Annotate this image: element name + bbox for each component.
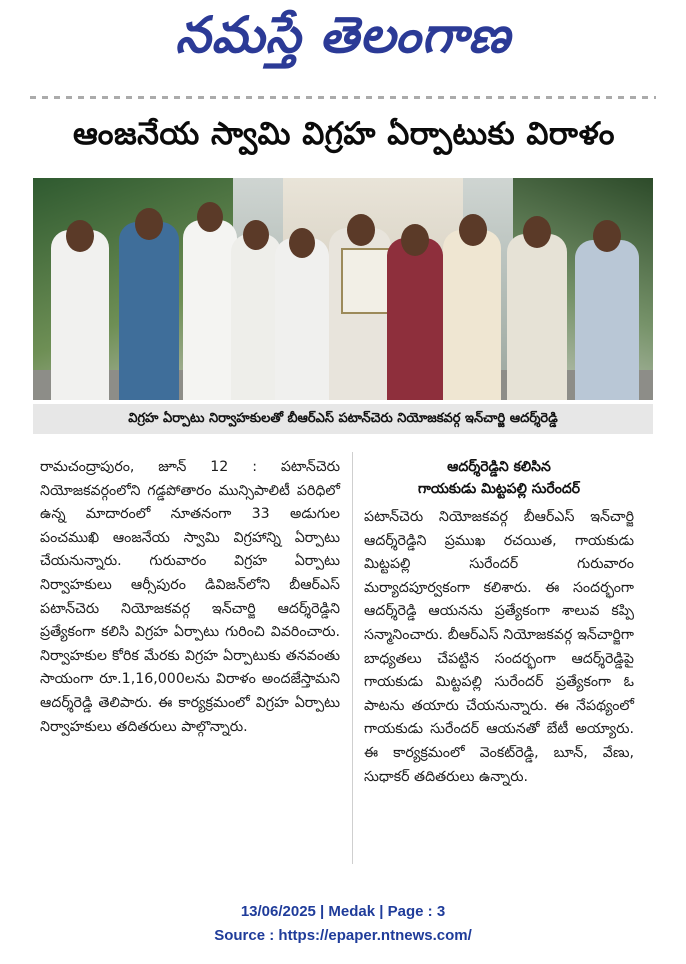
- person-head: [523, 216, 551, 248]
- newspaper-masthead: నమస్తే తెలంగాణ: [175, 6, 511, 64]
- person-head: [197, 202, 223, 232]
- person-figure: [387, 238, 443, 400]
- page-footer: [0, 900, 686, 948]
- article-right-body: పటాన్‌చెరు నియోజకవర్గ బీఆర్ఎస్ ఇన్‌చార్జి ఆదర్శ్‌రెడ్డిని ప్రముఖ రచయిత, గాయకుడు మిట్టపల్లి సురేందర్ గురువారం మర్యాదపూర్వకంగా కలిశారు. ఈ సందర్భంగా ఆదర్శ్‌రెడ్డి ఆయనను ప్రత్యేకంగా శాలువ కప్పి సన్మానించారు. బీఆర్ఎస్ నియోజకవర్గ ఇన్‌చార్జిగా బాధ్యతలు చేపట్టిన సందర్భంగా ఆదర్శ్‌రెడ్డిపై గాయకుడు మిట్టపల్లి సురేందర్ ప్రత్యేకంగా ఓ పాటను తయారు చేయనున్నారు. ఈ నేపథ్యంలో గాయకుడు సురేందర్ ఆయనతో బేటీ అయ్యారు. ఈ కార్యక్రమంలో వెంకట్‌రెడ్డి, బూన్, వేణు, సుధాకర్ తదితరులు ఉన్నారు.: [364, 509, 634, 785]
- person-figure: [231, 234, 281, 400]
- article-column-right: [364, 506, 634, 789]
- person-head: [401, 224, 429, 256]
- subheading-line-2: గాయకుడు మిట్టపల్లి సురేందర్: [417, 481, 581, 497]
- masthead-rule: [30, 96, 656, 99]
- photo-caption: విగ్రహ ఏర్పాటు నిర్వాహకులతో బీఆర్ఎస్ పటాన్‌చెరు నియోజకవర్గ ఇన్‌చార్జి ఆదర్శ్‌రెడ్డి: [33, 404, 653, 434]
- person-figure: [51, 230, 109, 400]
- person-head: [289, 228, 315, 258]
- person-figure: [183, 220, 237, 400]
- person-figure: [275, 238, 329, 400]
- news-photo: [33, 178, 653, 400]
- person-head: [243, 220, 269, 250]
- column-divider: [352, 452, 353, 864]
- person-head: [135, 208, 163, 240]
- person-figure: [575, 240, 639, 400]
- person-head: [66, 220, 94, 252]
- footer-date-edition: 13/06/2025 | Medak | Page : 3: [240, 903, 446, 920]
- person-head: [593, 220, 621, 252]
- person-head: [347, 214, 375, 246]
- person-figure: [443, 230, 501, 400]
- person-figure: [507, 234, 567, 400]
- article-column-left: [40, 456, 340, 739]
- article-left-body: రామచంద్రాపురం, జూన్ 12 : పటాన్‌చెరు నియోజకవర్గంలోని గడ్డపోతారం మున్సిపాలిటీ పరిధిలో ఉన్న మాదారంలో నూతనంగా 33 అడుగుల పంచముఖి ఆంజనేయ స్వామి విగ్రహాన్ని ఏర్పాటు చేయనున్నారు. గురువారం విగ్రహ ఏర్పాటు నిర్వాహకులు ఆర్సీపురం డివిజన్‌లోని బీఆర్ఎస్ పటాన్‌చెరు నియోజకవర్గ ఇన్‌చార్జి ఆదర్శ్‌రెడ్డిని ప్రత్యేకంగా కలిసి విగ్రహ ఏర్పాటు గురించి వివరించారు. నిర్వాహకుల కోరిక మేరకు విగ్రహ ఏర్పాటుకు తనవంతు సాయంగా రూ.1,16,000లను విరాళం అందజేస్తామని ఆదర్శ్‌రెడ్డి తెలిపారు. ఈ కార్యక్రమంలో విగ్రహ ఏర్పాటు నిర్వాహకులు తదితరులు పాల్గొన్నారు.: [40, 459, 340, 735]
- article-headline: ఆంజనేయ స్వామి విగ్రహ ఏర్పాటుకు విరాళం: [72, 116, 615, 152]
- article-right-subheading: [364, 456, 634, 500]
- subheading-line-1: ఆదర్శ్‌రెడ్డిని కలిసిన: [447, 459, 551, 475]
- person-figure: [119, 222, 179, 400]
- framed-photo-gift: [341, 248, 391, 314]
- person-head: [459, 214, 487, 246]
- footer-source-link[interactable]: Source : https://epaper.ntnews.com/: [214, 927, 472, 944]
